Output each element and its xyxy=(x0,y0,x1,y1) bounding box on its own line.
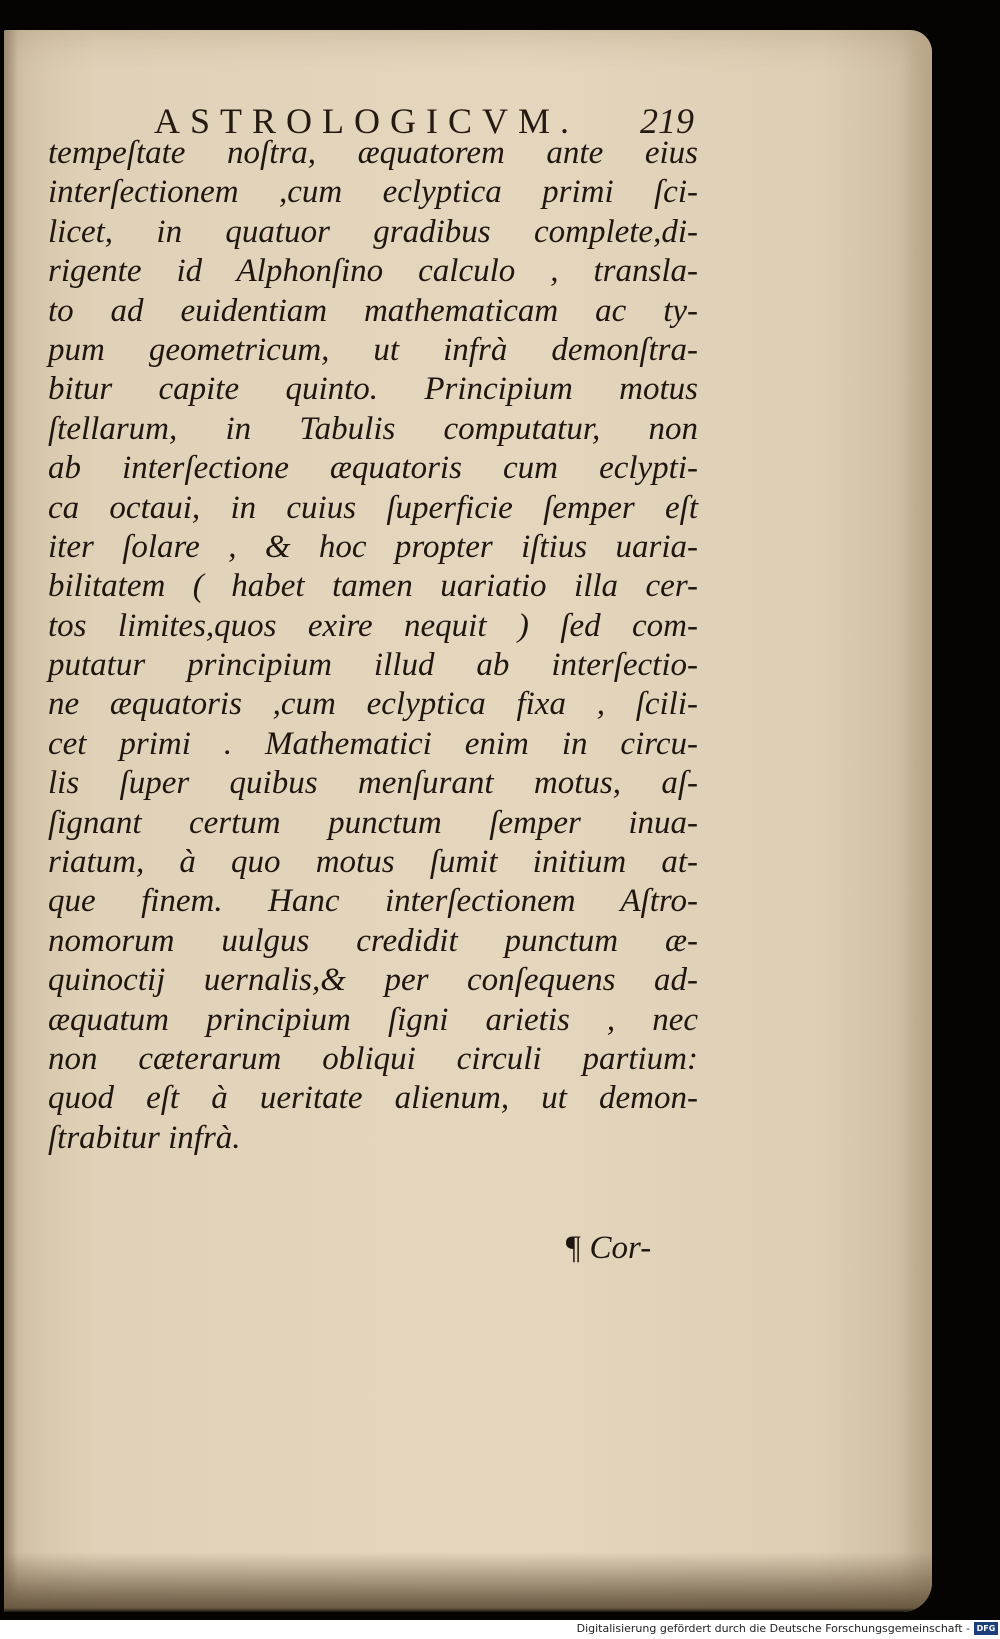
text-line: rigente id Alphonſino calculo , transla- xyxy=(48,253,698,290)
page-gutter-shadow xyxy=(4,30,18,1612)
text-line: pum geometricum, ut infrà demonſtra- xyxy=(48,331,698,368)
text-line: ſignant certum punctum ſemper inua- xyxy=(48,804,698,841)
text-line: riatum, à quo motus ſumit initium at- xyxy=(48,844,698,881)
text-line: ab interſectione æquatoris cum eclypti- xyxy=(48,450,698,487)
running-title: ASTROLOGICVM. xyxy=(154,101,580,141)
digitization-footer xyxy=(0,1620,1000,1639)
text-line: nomorum uulgus credidit punctum æ- xyxy=(48,922,698,959)
body-text xyxy=(48,134,698,1158)
page-number: 219 xyxy=(640,101,694,141)
text-line: quinoctij uernalis,& per conſequens ad- xyxy=(48,962,698,999)
text-line: que finem. Hanc interſectionem Aſtro- xyxy=(48,883,698,920)
text-line: ſtrabitur infrà. xyxy=(48,1119,241,1156)
catchword: ¶ Cor- xyxy=(564,1230,652,1266)
text-line: ſtellarum, in Tabulis computatur, non xyxy=(48,410,698,447)
footer-credit: Digitalisierung gefördert durch die Deutsche Forschungsgemeinschaft - xyxy=(576,1622,970,1635)
text-line: licet, in quatuor gradibus complete,di- xyxy=(48,213,698,250)
text-line: non cæterarum obliqui circuli partium: xyxy=(48,1040,698,1077)
text-line: quod eſt à ueritate alienum, ut demon- xyxy=(48,1080,698,1117)
text-line: æquatum principium ſigni arietis , nec xyxy=(48,1001,698,1038)
text-line: putatur principium illud ab interſectio- xyxy=(48,647,698,684)
text-line: bilitatem ( habet tamen uariatio illa cer- xyxy=(48,568,698,605)
text-line: tempeſtate noſtra, æquatorem ante eius xyxy=(48,135,698,171)
page-edge-shadow xyxy=(902,30,932,1612)
text-line: bitur capite quinto. Principium motus xyxy=(48,371,698,408)
text-line: interſectionem ,cum eclyptica primi ſci- xyxy=(48,174,698,211)
text-line: cet primi . Mathematici enim in circu- xyxy=(48,725,698,762)
page-bottom-edge xyxy=(4,1552,932,1612)
text-line: lis ſuper quibus menſurant motus, aſ- xyxy=(48,765,698,802)
text-line: tos limites,quos exire nequit ) ſed com- xyxy=(48,607,698,644)
book-page xyxy=(4,30,932,1612)
text-line: ca octaui, in cuius ſuperficie ſemper eſt xyxy=(48,489,698,526)
dfg-logo: DFG xyxy=(974,1622,998,1635)
text-line: ne æquatoris ,cum eclyptica fixa , ſcili- xyxy=(48,686,698,723)
text-line: to ad euidentiam mathematicam ac ty- xyxy=(48,292,698,329)
text-line: iter ſolare , & hoc propter iſtius uaria- xyxy=(48,528,698,565)
